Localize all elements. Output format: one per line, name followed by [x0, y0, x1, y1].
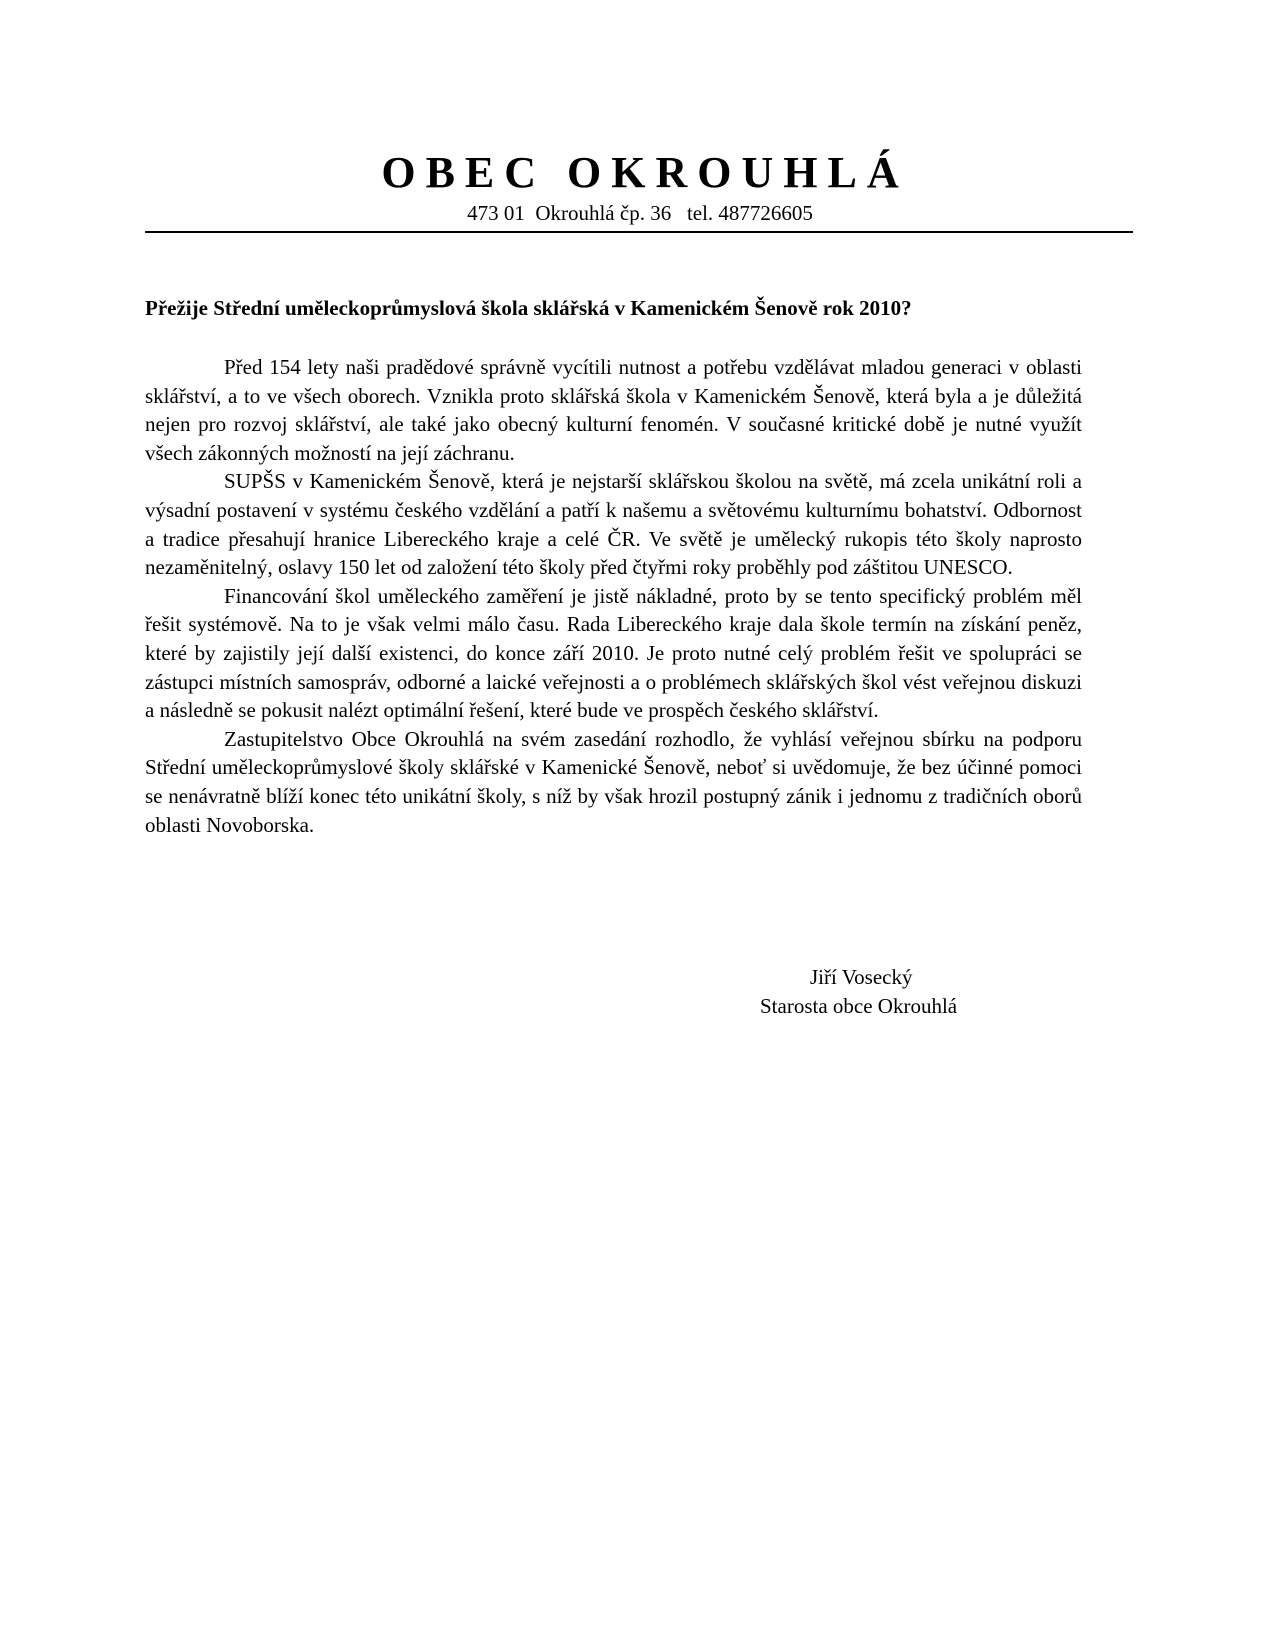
paragraph-2: SUPŠS v Kamenickém Šenově, která je nejstarší sklářskou školou na světě, má zcela unikátní roli a výsadní postavení v systému českého vzdělání a patří k našemu a světovému kulturnímu bohatství. Odbornost a tradice přesahují hranice Libereckého kraje a celé ČR. Ve světě je umělecký rukopis této školy naprosto nezaměnitelný, oslavy 150 let od založení této školy před čtyřmi roky proběhly pod záštitou UNESCO.	[145, 469, 1082, 580]
letterhead-divider	[145, 231, 1133, 233]
signature-block	[760, 963, 1060, 1021]
organization-address: 473 01 Okrouhlá čp. 36 tel. 487726605	[467, 201, 813, 225]
letterhead	[145, 148, 1135, 226]
article-body	[145, 353, 1082, 839]
organization-name: OBEC OKROUHLÁ	[381, 148, 909, 197]
signatory-name: Jiří Vosecký	[810, 965, 913, 989]
article-headline: Přežije Střední uměleckoprůmyslová škola sklářská v Kamenickém Šenově rok 2010?	[145, 296, 912, 320]
paragraph-3: Financování škol uměleckého zaměření je jistě nákladné, proto by se tento specifický problém měl řešit systémově. Na to je však velmi málo času. Rada Libereckého kraje dala škole termín na získání peněz, které by zajistily její další existenci, do konce září 2010. Je proto nutné celý problém řešit ve spolupráci se zástupci místních samospráv, odborné a laické veřejnosti a o problémech sklářských škol vést veřejnou diskuzi a následně se pokusit nalézt optimální řešení, které bude ve prospěch českého sklářství.	[145, 583, 1082, 723]
signatory-title: Starosta obce Okrouhlá	[760, 994, 958, 1018]
paragraph-1: Před 154 lety naši pradědové správně vycítili nutnost a potřebu vzdělávat mladou generaci v oblasti sklářství, a to ve všech oborech. Vznikla proto sklářská škola v Kamenickém Šenově, která byla a je důležitá nejen pro rozvoj sklářství, ale také jako obecný kulturní fenomén. V současné kritické době je nutné využít všech zákonných možností na její záchranu.	[145, 355, 1082, 465]
paragraph-4: Zastupitelstvo Obce Okrouhlá na svém zasedání rozhodlo, že vyhlásí veřejnou sbírku na podporu Střední uměleckoprůmyslové školy sklářské v Kamenické Šenově, neboť si uvědomuje, že bez účinné pomoci se nenávratně blíží konec této unikátní školy, s níž by však hrozil postupný zánik i jednomu z tradičních oborů oblasti Novoborska.	[145, 726, 1082, 837]
